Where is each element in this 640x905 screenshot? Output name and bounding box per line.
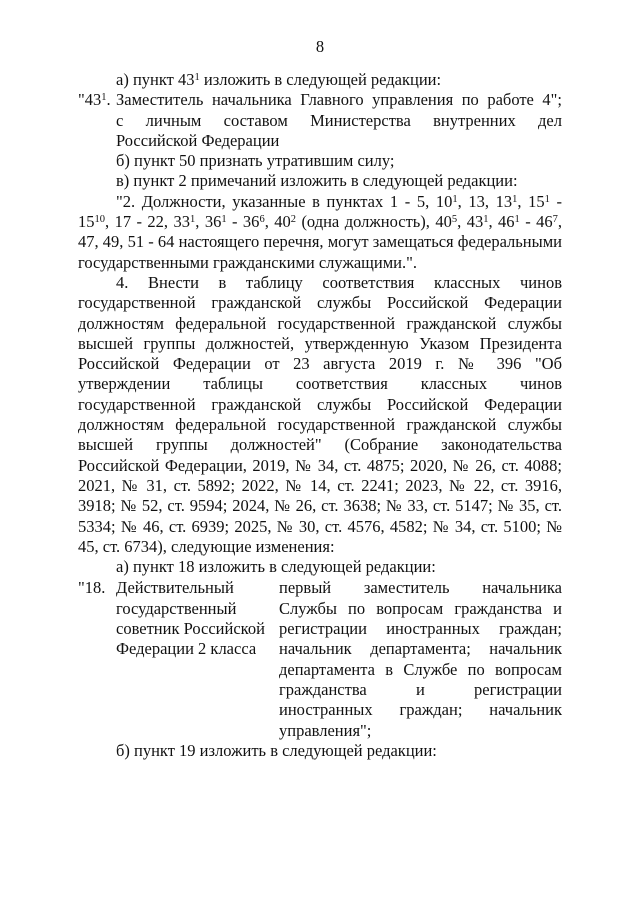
superscript-index: 2 [290, 214, 296, 226]
superscript-index: 1 [514, 214, 520, 226]
quoted-item-line: Российской Федерации [116, 130, 280, 150]
superscript-index: 1 [544, 193, 550, 205]
positions-cell [279, 578, 562, 740]
table-row-item-18 [78, 578, 562, 740]
table-row-number: "18. [78, 578, 106, 598]
positions-text: первый заместитель начальника Службы по вопросам гражданства и регистрации иностранных граждан; начальник департамента; начальник департамента в Службе по вопросам гражданства и регистрации иностранных граждан; начальник управления"; [279, 578, 562, 740]
note-2-paragraph: "2. Должности, указанные в пунктах 1 - 5, $10^1$, 13, $13^1$, $15^1 - 15^{10}$, 17 - 22, $33^1$, $36^1 - 36^6$, $40^2$ (одна должность), $40^5$, $43^1$, $46^1 - 46^7$, 47, 49, 51 - 64 настоящего перечня, могут замещаться федеральными государственными гражданскими служащими.". [78, 191, 562, 272]
superscript-index: 1 [512, 193, 518, 205]
superscript-index: 7 [552, 214, 558, 226]
superscript-index: 6 [259, 214, 265, 226]
quoted-item-43-1 [78, 90, 562, 151]
amendment-item-b: б) пункт 50 признать утратившим силу; [116, 151, 395, 171]
superscript-index: 1 [101, 92, 107, 104]
page-number: 8 [315, 37, 325, 56]
superscript-index: 1 [483, 214, 489, 226]
superscript-index: 1 [190, 214, 196, 226]
quoted-item-line: Заместитель начальника Главного управления по работе 4"; [116, 90, 562, 110]
document-body [78, 70, 562, 761]
superscript-index: 1 [452, 193, 458, 205]
superscript-index: 10 [94, 214, 105, 226]
section-4-paragraph: 4. Внести в таблицу соответствия классных чинов государственной гражданской службы Российской Федерации должностям федеральной государственной гражданской службы высшей группы должностей, утвержденную Указом Президента Российской Федерации от 23 августа 2019 г. № 396 "Об утверждении таблицы соответствия классных чинов государственной гражданской службы Российской Федерации должностям федеральной государственной гражданской службы высшей группы должностей" (Собрание законодательства Российской Федерации, 2019, № 34, ст. 4875; 2020, № 26, ст. 4088; 2021, № 31, ст. 5892; 2022, № 14, ст. 2241; 2023, № 22, ст. 3916, 3918; № 52, ст. 9594; 2024, № 26, ст. 3638; № 33, ст. 5147; № 35, ст. 5334; № 46, ст. 6939; 2025, № 30, ст. 4576, 4582; № 34, ст. 5100; № 45, ст. 6734), следующие изменения: [78, 272, 562, 556]
quoted-item-number: "$43^1$. [78, 90, 111, 110]
amendment-item-b-section4: б) пункт 19 изложить в следующей редакции: [116, 740, 437, 760]
quoted-item-line: с личным составом Министерства внутренних дел [116, 110, 562, 130]
amendment-item-a: а) пункт $43^1$ изложить в следующей редакции: [116, 70, 442, 89]
amendment-item-v: в) пункт 2 примечаний изложить в следующей редакции: [116, 171, 518, 191]
superscript-index: 5 [451, 214, 458, 226]
class-rank-cell: Действительный государственный советник Российской Федерации 2 класса [116, 578, 265, 659]
superscript-index: 1 [221, 214, 227, 226]
amendment-item-a-section4: а) пункт 18 изложить в следующей редакции: [116, 557, 436, 577]
superscript-index: 1 [194, 72, 200, 83]
